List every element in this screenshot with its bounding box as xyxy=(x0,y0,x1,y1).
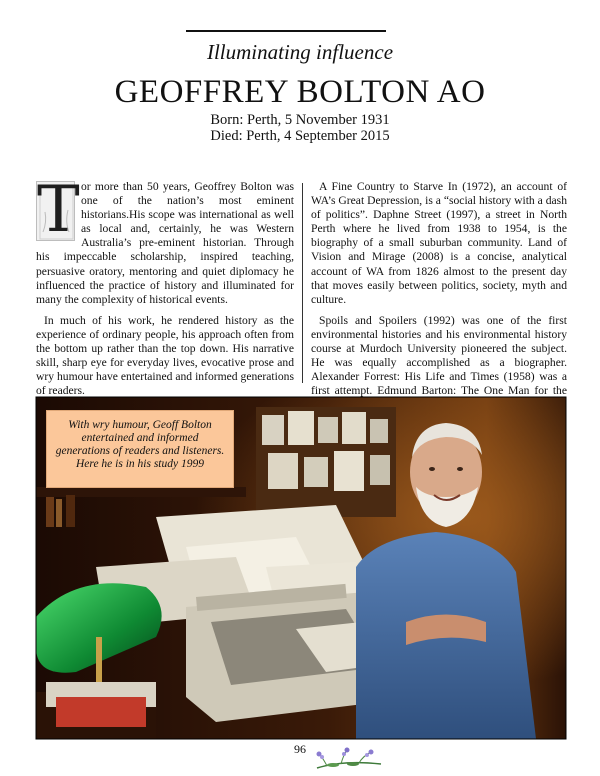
drop-cap xyxy=(36,173,80,247)
dropcap-letter: T xyxy=(37,173,80,247)
column-divider xyxy=(302,183,303,383)
photo-caption: With wry humour, Geoff Bolton entertained and informed generations of readers and listeners. Here he is in his study 1999 xyxy=(46,410,234,488)
article-column-left xyxy=(36,173,294,405)
paragraph: Spoils and Spoilers (1992) was one of the first environmental histories and his environmental history course at Murdoch University pioneered the subject. He was equally accomplished as a biographer. Alexander Forrest: His Life and Times (1958) was a first attempt. Edmund Barton: The One Man for the xyxy=(311,313,567,398)
page-number: 96 xyxy=(294,742,306,756)
born-line: Born: Perth, 5 November 1931 xyxy=(210,112,390,128)
paragraph: In much of his work, he rendered history as the experience of ordinary people, his approach often from the bottom up rather than the top down. His narrative skill, sharp eye for everyday lives, evocative prose and wry humour have entertained and informed generations of readers. xyxy=(36,313,294,398)
paragraph: or more than 50 years, Geoffrey Bolton was one of the nation’s most eminent historians.His scope was international as well as local and, certainly, he was Western Australia’s pre-eminent historian. Through his impeccable scholarship, inspired teaching, persuasive oratory, mentoring and quiet diplomacy he influenced the practice of history and illuminated for many the complexity of historical events. xyxy=(36,180,294,306)
top-rule xyxy=(186,30,386,32)
page-title: GEOFFREY BOLTON AO xyxy=(114,74,486,110)
life-dates xyxy=(0,112,600,144)
lavender-flower-icon xyxy=(313,746,385,772)
article-column-right xyxy=(311,180,567,420)
died-line: Died: Perth, 4 September 2015 xyxy=(210,128,390,144)
kicker: Illuminating influence xyxy=(206,40,394,64)
paragraph: A Fine Country to Starve In (1972), an account of WA’s Great Depression, is a “social history with a dash of politics”. Daphne Street (1997), a street in North Perth where he lived from 1938 to 1954, is the biography of a small suburban community. Land of Vision and Mirage (2008) is a concise, analytical account of WA from 1826 almost to the present day that moves easily between politics, society, myth and culture. xyxy=(311,180,567,306)
